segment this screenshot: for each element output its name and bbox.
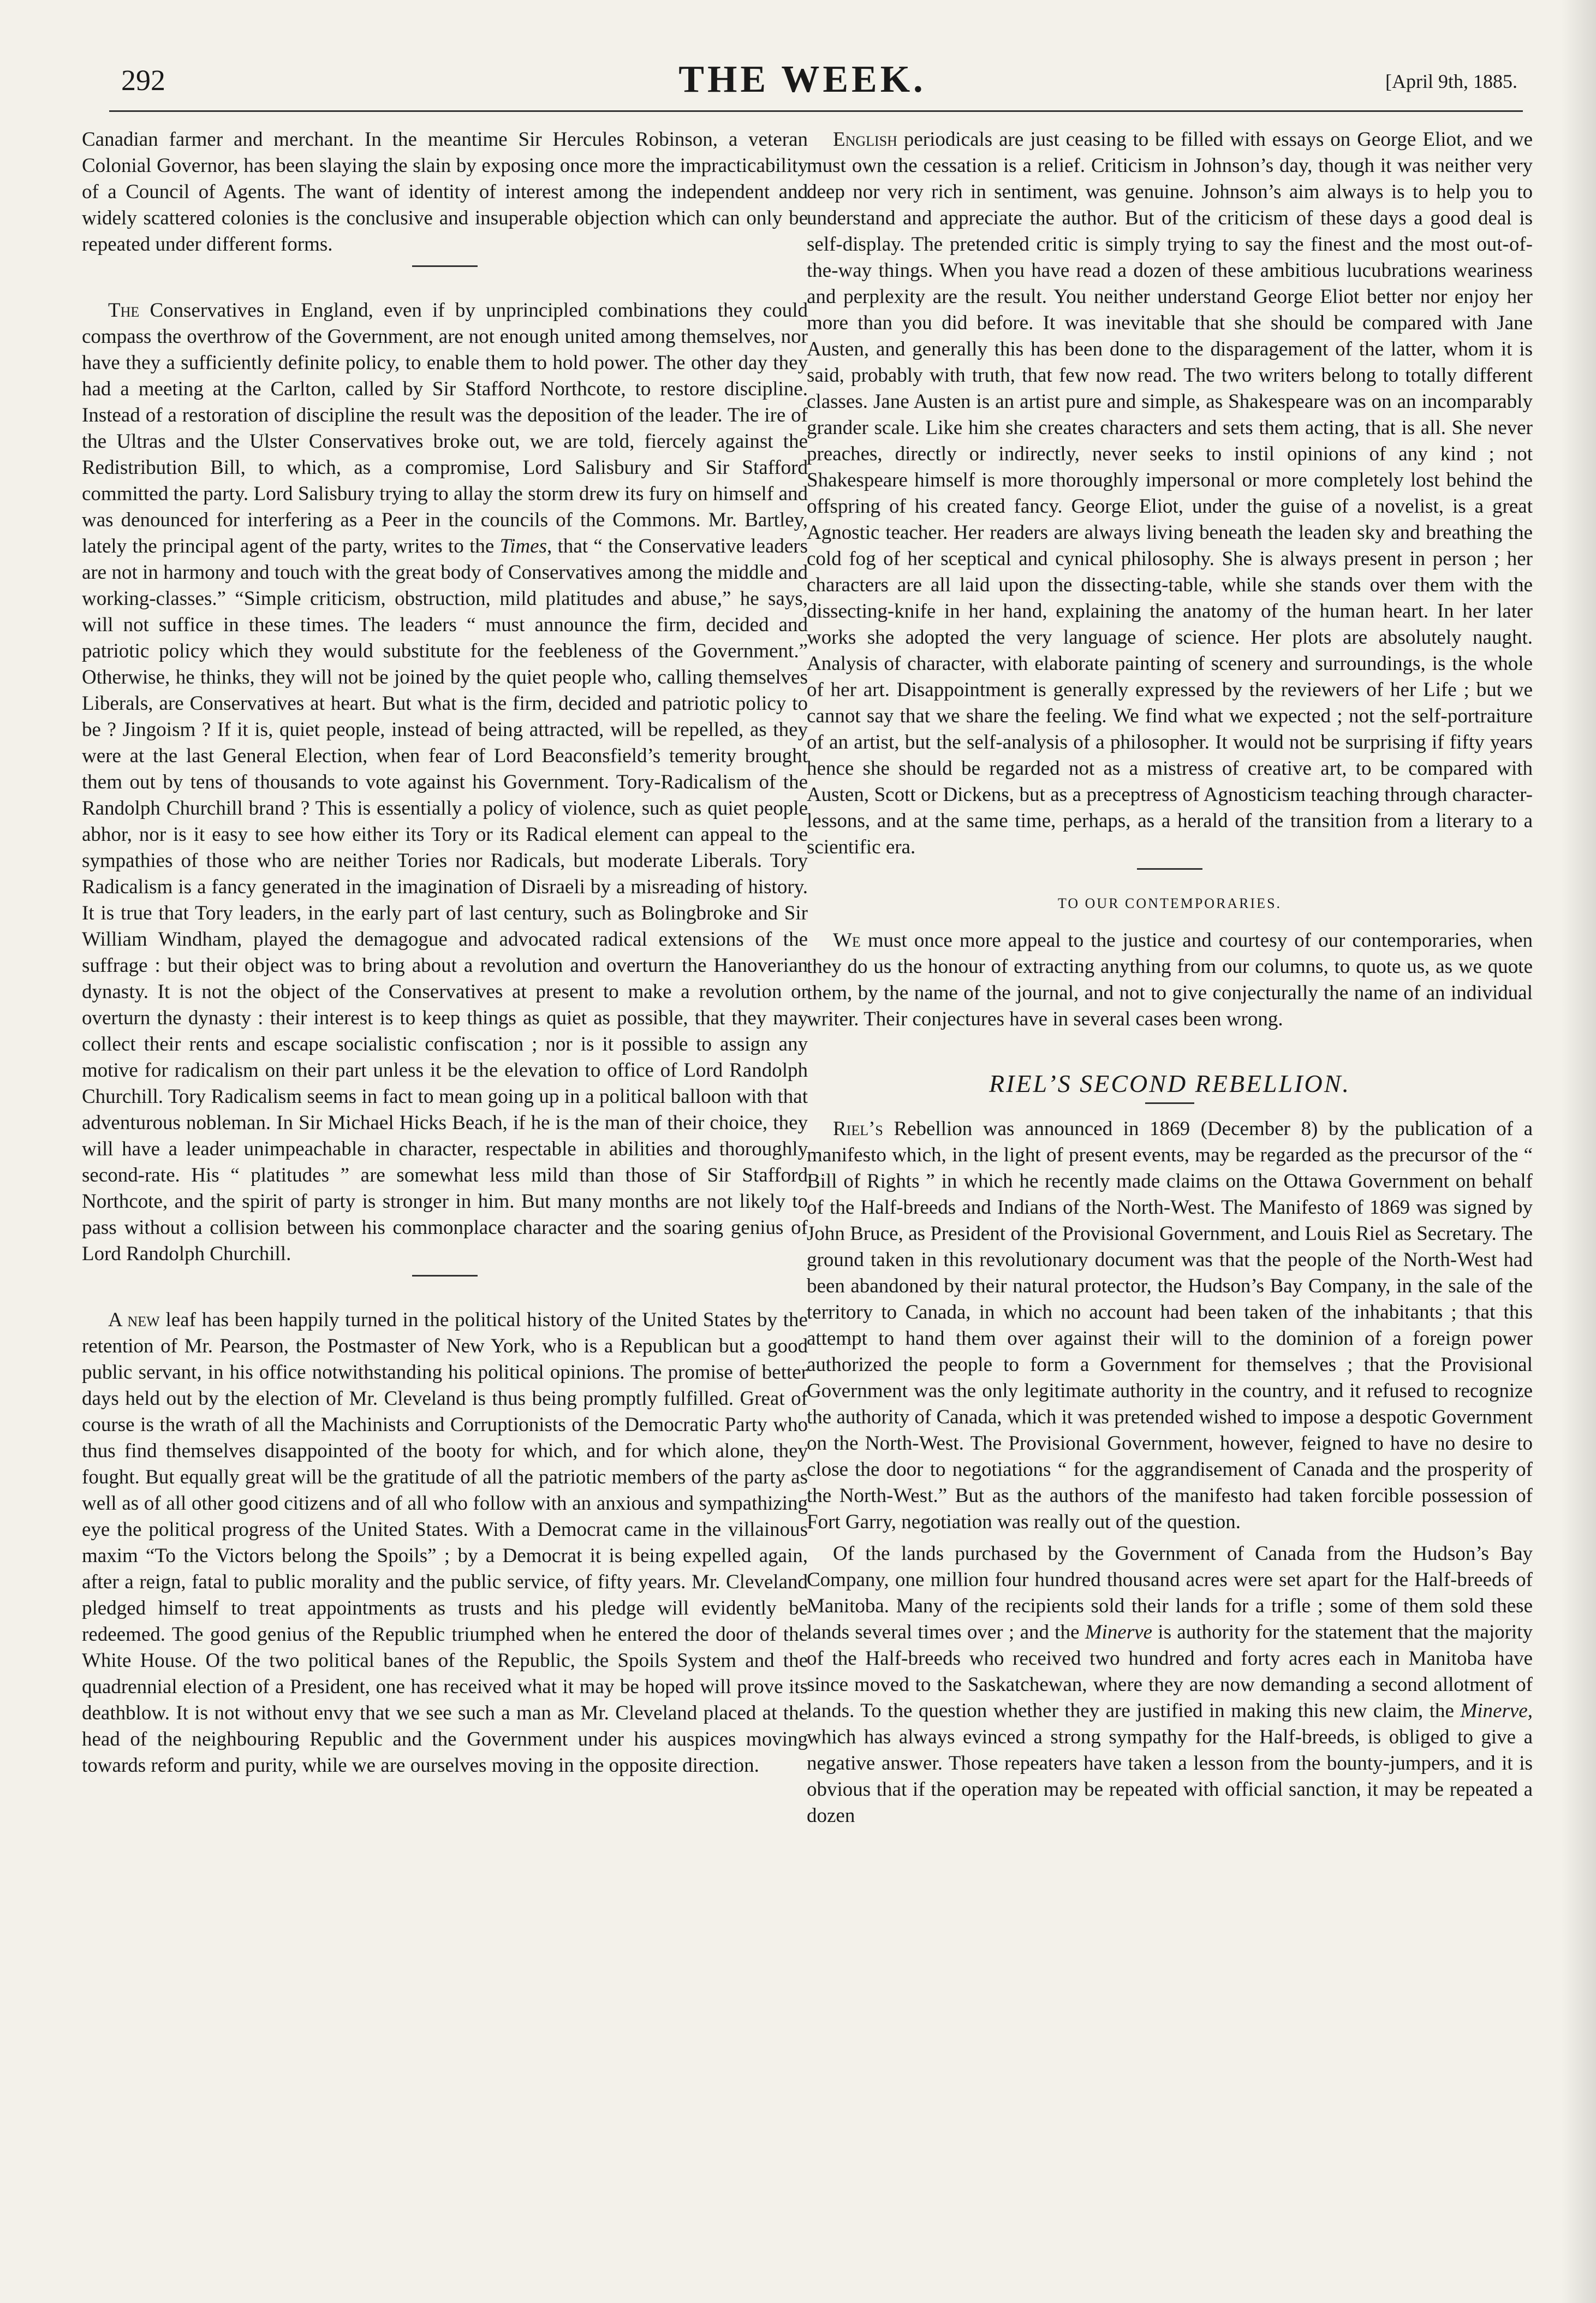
article-text: Of the lands purchased by the Government of Canada from the Hudson’s Bay Company, one million four hundred thousand acres were set apart for the Half-breeds of Manitoba. Many of the recipients sold their lands for a trifle ; some of them sold these lands several times over ; and the	[807, 1542, 1533, 1643]
article-colonial-paragraph: Canadian farmer and merchant. In the meantime Sir Hercules Robinson, a veteran Colonial Governor, has been slaying the slain by exposing once more the impracticability of a Council of Agents. The want of identity of interest among the independent and widely scattered colonies is the conclusive and insuperable objection which can only be repeated under different forms.	[82, 128, 808, 256]
drop-lead: The	[108, 299, 140, 322]
issue-date: [April 9th, 1885.	[1385, 70, 1517, 92]
article-text: is authority for the statement that the majority of the Half-breeds who received two hundred and forty acres each in Manitoba have since moved to the Saskatchewan, where they are now demanding a second allotment of lands. To the question whether they are justified in making this new claim, the	[807, 1621, 1533, 1722]
page-edge-shadow	[1561, 0, 1596, 2303]
drop-lead: English	[833, 128, 897, 151]
article-text: periodicals are just ceasing to be filled with essays on George Eliot, and we must own the cessation is a relief. Criticism in Johnson’s day, though it was neither very deep nor very rich in sentiment, was genuine. Johnson’s aim always is to help you to understand and appreciate the author. But of the criticism of these days a good deal is self-display. The pretended critic is simply trying to say the finest and the most out-of-the-way things. When you have read a dozen of these ambitious lucubrations weariness and perplexity are the result. You neither understand George Eliot better nor enjoy her more than you did before. It was inevitable that she should be compared with Jane Austen, and generally this has been done to the disparagement of the latter, whom it is said, probably with truth, that few now read. The two writers belong to totally different classes. Jane Austen is an artist pure and simple, as Shakespeare was on an incomparably grander scale. Like him she creates characters and sets them acting, that is all. She never preaches, directly or indirectly, never seeks to instil opinions of any kind ; not Shakespeare himself is more thoroughly impersonal or more completely lost behind the offspring of his created fancy. George Eliot, under the guise of a novelist, is a great Agnostic teacher. Her readers are always living beneath the leaden sky and breathing the cold fog of her sceptical and cynical philosophy. She is always present in person ; her characters are all laid upon the dissecting-table, while she stands over them with the dissecting-knife in her hand, explaining the anatomy of the human heart. In her later works she adopted the very language of science. Her plots are absolutely naught. Analysis of character, with elaborate painting of scenery and surroundings, is the whole of her art. Disappointment is generally expressed by the reviewers of her Life ; but we cannot say that we share the feeling. We find what we expected ; not the self-portraiture of an artist, but the self-analysis of a philosopher. It would not be surprising if fifty years hence she should be regarded not as a mistress of creative art, to be compared with Austen, Scott or Dickens, but as a preceptress of Agnosticism teaching through character-lessons, and at the same time, perhaps, as a herald of the transition from a literary to a scientific era.	[807, 128, 1533, 858]
newspaper-name: Minerve,	[1460, 1700, 1533, 1722]
header-rule	[109, 110, 1523, 112]
section-divider	[412, 1275, 478, 1277]
section-divider	[412, 265, 478, 267]
drop-lead: We	[833, 929, 861, 952]
article-text: Conservatives in England, even if by unprincipled combinations they could compass the overthrow of the Government, are not enough united among themselves, nor have they a sufficiently definite policy, to enable them to hold power. The other day they had a meeting at the Carlton, called by Sir Stafford Northcote, to restore discipline. Instead of a restoration of discipline the result was the deposition of the leader. The ire of the Ultras and the Ulster Conservatives broke out, we are told, fiercely against the Redistribution Bill, to which, as a compromise, Lord Salisbury and Sir Stafford committed the party. Lord Salisbury trying to allay the storm drew its fury on himself and was denounced for interfering as a Peer in the councils of the Commons. Mr. Bartley, lately the principal agent of the party, writes to the	[82, 299, 808, 557]
heading-rule	[1145, 1102, 1194, 1104]
article-text: , that “ the Conservative leaders are not in harmony and touch with the great body of Conservatives among the middle and working-classes.” “Simple criticism, obstruction, mild platitudes and abuse,” he says, will not suffice in these times. The leaders “ must announce the firm, decided and patriotic policy which they would substitute for the feebleness of the Government.” Otherwise, he thinks, they will not be joined by the quiet people who, calling themselves Liberals, are Conservatives at heart. But what is the firm, decided and patriotic policy to be ? Jingoism ? If it is, quiet people, instead of being attracted, will be repelled, as they were at the last General Election, when fear of Lord Beaconsfield’s temerity brought them out by tens of thousands to vote against his Government. Tory-Radicalism of the Randolph Churchill brand ? This is essentially a policy of violence, such as quiet people abhor, nor is it easy to see how either its Tory or its Radical element can appeal to the sympathies of those who are neither Tories nor Radicals, but moderate Liberals. Tory Radicalism is a fancy generated in the imagination of Disraeli by a misreading of history. It is true that Tory leaders, in the early part of last century, such as Bolingbroke and Sir William Windham, played the demagogue and advocated radical extensions of the suffrage : but their object was to bring about a revolution and overturn the Hanoverian dynasty. It is not the object of the Conservatives at present to make a revolution or overturn the dynasty : their interest is to keep things as quiet as possible, that they may collect their rents and escape socialistic confiscation ; nor is it possible to assign any motive for radicalism on their part unless it be the elevation to office of Lord Randolph Churchill. Tory Radicalism seems in fact to mean going up in a political balloon with that adventurous nobleman. In Sir Michael Hicks Beach, if he is the man of their choice, they will have a leader unimpeachable in character, respectable in abilities and thoroughly second-rate. His “ platitudes ” are somewhat less mild than those of Sir Stafford Northcote, and the spirit of party is stronger in him. But many months are not likely to pass without a collision between his commonplace character and the soaring genius of Lord Randolph Churchill.	[82, 535, 808, 1265]
article-text: must once more appeal to the justice and courtesy of our contemporaries, when they do us the honour of extracting anything from our columns, to quote us, as we quote them, by the name of the journal, and not to give conjecturally the name of an individual writer. Their conjectures have in several cases been wrong.	[807, 929, 1533, 1030]
article-conservatives-paragraph	[82, 298, 808, 1267]
article-riel-paragraph-2	[807, 1541, 1533, 1829]
page-number: 292	[121, 64, 165, 97]
page-header	[82, 55, 1523, 115]
section-divider	[1137, 868, 1202, 870]
article-text: which has always evinced a strong sympathy for the Half-breeds, is obliged to give a negative answer. Those repeaters have taken a lesson from the bounty-jumpers, and it is obvious that if the operation may be repeated with official sanction, it may be repeated a dozen	[807, 1726, 1533, 1827]
drop-lead: A new	[108, 1309, 160, 1331]
newspaper-name: Times	[499, 535, 547, 557]
drop-lead: Riel’s	[833, 1118, 883, 1140]
newspaper-name: Minerve	[1085, 1621, 1153, 1643]
article-text: Rebellion was announced in 1869 (December 8) by the publication of a manifesto which, in the light of present events, may be regarded as the precursor of the “ Bill of Rights ” in which he recently made claims on the Ottawa Government on behalf of the Half-breeds and Indians of the North-West. The Manifesto of 1869 was signed by John Bruce, as President of the Provisional Government, and Louis Riel as Secretary. The ground taken in this revolutionary document was that the people of the North-West had been abandoned by their natural protector, the Hudson’s Bay Company, in the sale of the territory to Canada, in which no account had been taken of the inhabitants ; that this attempt to hand them over against their will to the dominion of a foreign power authorized the people to form a Government for themselves ; that the Provisional Government was the only legitimate authority in the country, and it refused to recognize the authority of Canada, which it was pretended wished to impose a despotic Government on the North-West. The Provisional Government, however, feigned to have no desire to close the door to negotiations “ for the aggrandisement of Canada and the prosperity of the North-West.” But as the authors of the manifesto had taken forcible possession of Fort Garry, negotiation was really out of the question.	[807, 1118, 1533, 1533]
article-contemporaries-paragraph	[807, 928, 1533, 1032]
article-text: leaf has been happily turned in the political history of the United States by the retention of Mr. Pearson, the Postmaster of New York, who is a Republican but a good public servant, in his office notwithstanding his political opinions. The promise of better days held out by the election of Mr. Cleveland is thus being promptly fulfilled. Great of course is the wrath of all the Machinists and Corruptionists of the Democratic Party who thus find themselves disappointed of the booty for which, and for which alone, they fought. But equally great will be the gratitude of all the patriotic members of the party as well as of all other good citizens and of all who follow with an anxious and sympathizing eye the political progress of the United States. With a Democrat came in the villainous maxim “To the Victors belong the Spoils” ; by a Democrat it is being expelled again, after a reign, fatal to public morality and the public service, of fifty years. Mr. Cleveland pledged himself to treat appointments as trusts and his pledge will evidently be redeemed. The good genius of the Republic triumphed when he entered the door of the White House. Of the two political banes of the Republic, the Spoils System and the quadrennial election of a President, one has received what it may be hoped will prove its deathblow. It is not without envy that we see such a man as Mr. Cleveland placed at the head of the neighbouring Republic and the Government under his auspices moving towards reform and purity, while we are ourselves moving in the opposite direction.	[82, 1309, 808, 1777]
section-heading-contemporaries: TO OUR CONTEMPORARIES.	[1057, 895, 1282, 911]
article-cleveland-paragraph	[82, 1307, 808, 1779]
left-column	[82, 127, 808, 1784]
section-heading-riel: RIEL’S SECOND REBELLION.	[989, 1070, 1350, 1097]
article-george-eliot-paragraph	[807, 127, 1533, 860]
article-riel-paragraph-1	[807, 1116, 1533, 1535]
right-column	[807, 127, 1533, 1835]
masthead-title: THE WEEK.	[678, 58, 926, 100]
